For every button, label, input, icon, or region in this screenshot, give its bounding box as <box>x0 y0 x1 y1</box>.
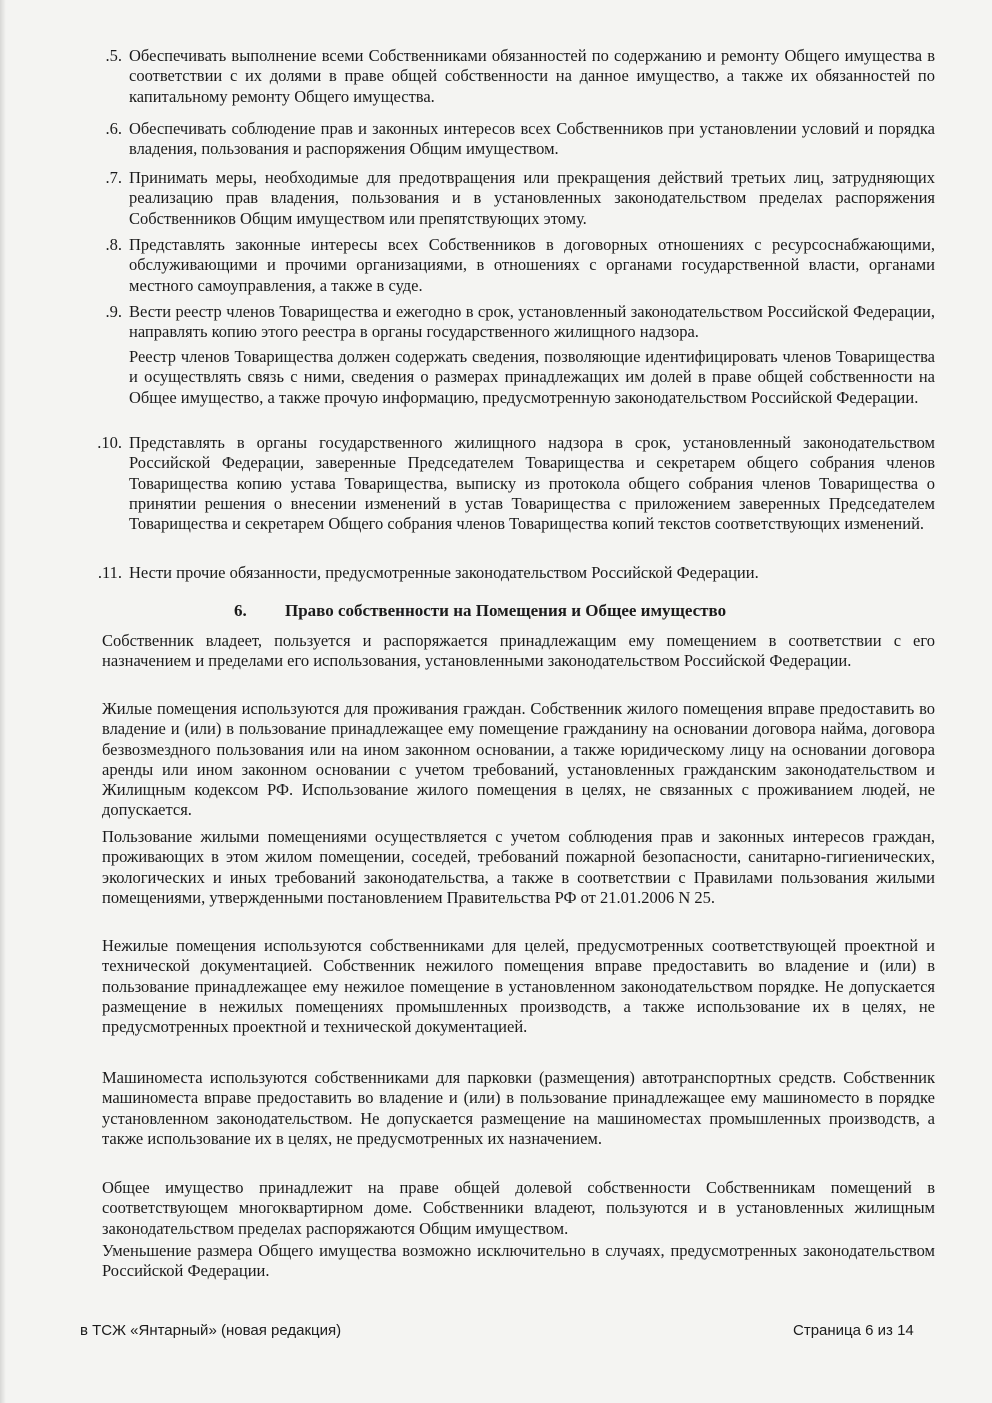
footer-document-title: в ТСЖ «Янтарный» (новая редакция) <box>80 1322 342 1339</box>
item-number: .5. <box>105 46 122 65</box>
item-number: .10. <box>97 433 122 452</box>
item-text: Вести реестр членов Товарищества и ежегодно в срок, установленный законодательством Российской Федерации, направлять копию этого реестра в органы государственного жилищного надзора. <box>129 302 935 342</box>
paragraph: Пользование жилыми помещениями осуществляется с учетом соблюдения прав и законных интересов граждан, проживающих в этом жилом помещении, соседей, требований пожарной безопасности, санитарно-гигиенических, экологических и иных требований законодательства, а также в соответствии с Правилами пользования жилыми помещениями, утвержденными постановлением Правительства РФ от 21.01.2006 N 25. <box>102 827 935 907</box>
paragraph: Машиноместа используются собственниками для парковки (размещения) автотранспортных средств. Собственник машиноместа вправе предоставить во владение и (или) в пользование принадлежащее ему машиноместо в порядке установленном законодательством. Не допускается размещение на машиноместах промышленных производств, а также использование их в целях, не предусмотренных их назначением. <box>102 1068 935 1148</box>
section-title: Право собственности на Помещения и Общее имущество <box>285 601 727 620</box>
item-text: Обеспечивать выполнение всеми Собственниками обязанностей по содержанию и ремонту Общего имущества в соответствии с их долями в праве общей собственности на данное имущество, а также их обязанностей по капитальному ремонту Общего имущества. <box>129 46 935 106</box>
paragraph: Общее имущество принадлежит на праве общей долевой собственности Собственникам помещений в соответствующем многоквартирном доме. Собственники владеют, пользуются и в установленных жилищным законодательством пределах распоряжаются Общим имуществом. <box>102 1178 935 1238</box>
item-text: Принимать меры, необходимые для предотвращения или прекращения действий третьих лиц, затрудняющих реализацию прав владения, пользования и в установленных законодательством пределах распоряжения Собственников Общим имуществом или препятствующих этому. <box>129 168 935 228</box>
item-number: .6. <box>105 119 122 138</box>
paragraph: Жилые помещения используются для проживания граждан. Собственник жилого помещения вправе предоставить во владение и (или) в пользование принадлежащее ему помещение гражданину на основании договора найма, договора безвозмездного пользования или на ином законном основании, а также юридическому лицу на основании договора аренды или ином законном основании с учетом требований, установленных гражданским законодательством и Жилищным кодексом РФ. Использование жилого помещения в целях, не связанных с проживанием людей, не допускается. <box>102 699 935 820</box>
item-text: Нести прочие обязанности, предусмотренные законодательством Российской Федерации. <box>129 563 759 582</box>
item-text: Представлять законные интересы всех Собственников в договорных отношениях с ресурсоснабжающими, обслуживающими и прочими организациями, в отношениях с органами государственной власти, органами местного самоуправления, а также в суде. <box>129 235 935 295</box>
paragraph: Уменьшение размера Общего имущества возможно исключительно в случаях, предусмотренных законодательством Российской Федерации. <box>102 1241 935 1281</box>
item-text-continued: Реестр членов Товарищества должен содержать сведения, позволяющие идентифицировать членов Товарищества и осуществлять связь с ними, сведения о размерах принадлежащих им долей в праве общей собственности на Общее имущество, а также прочую информацию, предусмотренную законодательством Российской Федерации. <box>129 347 935 407</box>
item-number: .7. <box>105 168 122 187</box>
scan-edge <box>0 0 6 1403</box>
item-text: Обеспечивать соблюдение прав и законных интересов всех Собственников при установлении условий и порядка владения, пользования и распоряжения Общим имуществом. <box>129 119 935 159</box>
section-number: 6. <box>234 601 247 620</box>
item-number: .9. <box>105 302 122 321</box>
paragraph: Нежилые помещения используются собственниками для целей, предусмотренных соответствующей проектной и технической документацией. Собственник нежилого помещения вправе предоставить во владение и (или) в пользование принадлежащее ему нежилое помещение в установленном законодательством порядке. Не допускается размещение в нежилых помещениях промышленных производств, а также использование их в целях, не предусмотренных проектной и технической документацией. <box>102 936 935 1037</box>
paragraph: Собственник владеет, пользуется и распоряжается принадлежащим ему помещением в соответствии с его назначением и пределами его использования, установленными законодательством Российской Федерации. <box>102 631 935 671</box>
item-text: Представлять в органы государственного жилищного надзора в срок, установленный законодательством Российской Федерации, заверенные Председателем Товарищества и секретарем общего собрания членов Товарищества копию устава Товарищества, выписку из протокола общего собрания членов Товарищества о принятии решения о внесении изменений в устав Товарищества с приложением заверенных Председателем Товарищества и секретарем Общего собрания членов Товарищества копий текстов соответствующих изменений. <box>129 433 935 534</box>
footer-page-number: Страница 6 из 14 <box>793 1322 914 1339</box>
item-number: .8. <box>105 235 122 254</box>
item-number: .11. <box>97 563 122 582</box>
